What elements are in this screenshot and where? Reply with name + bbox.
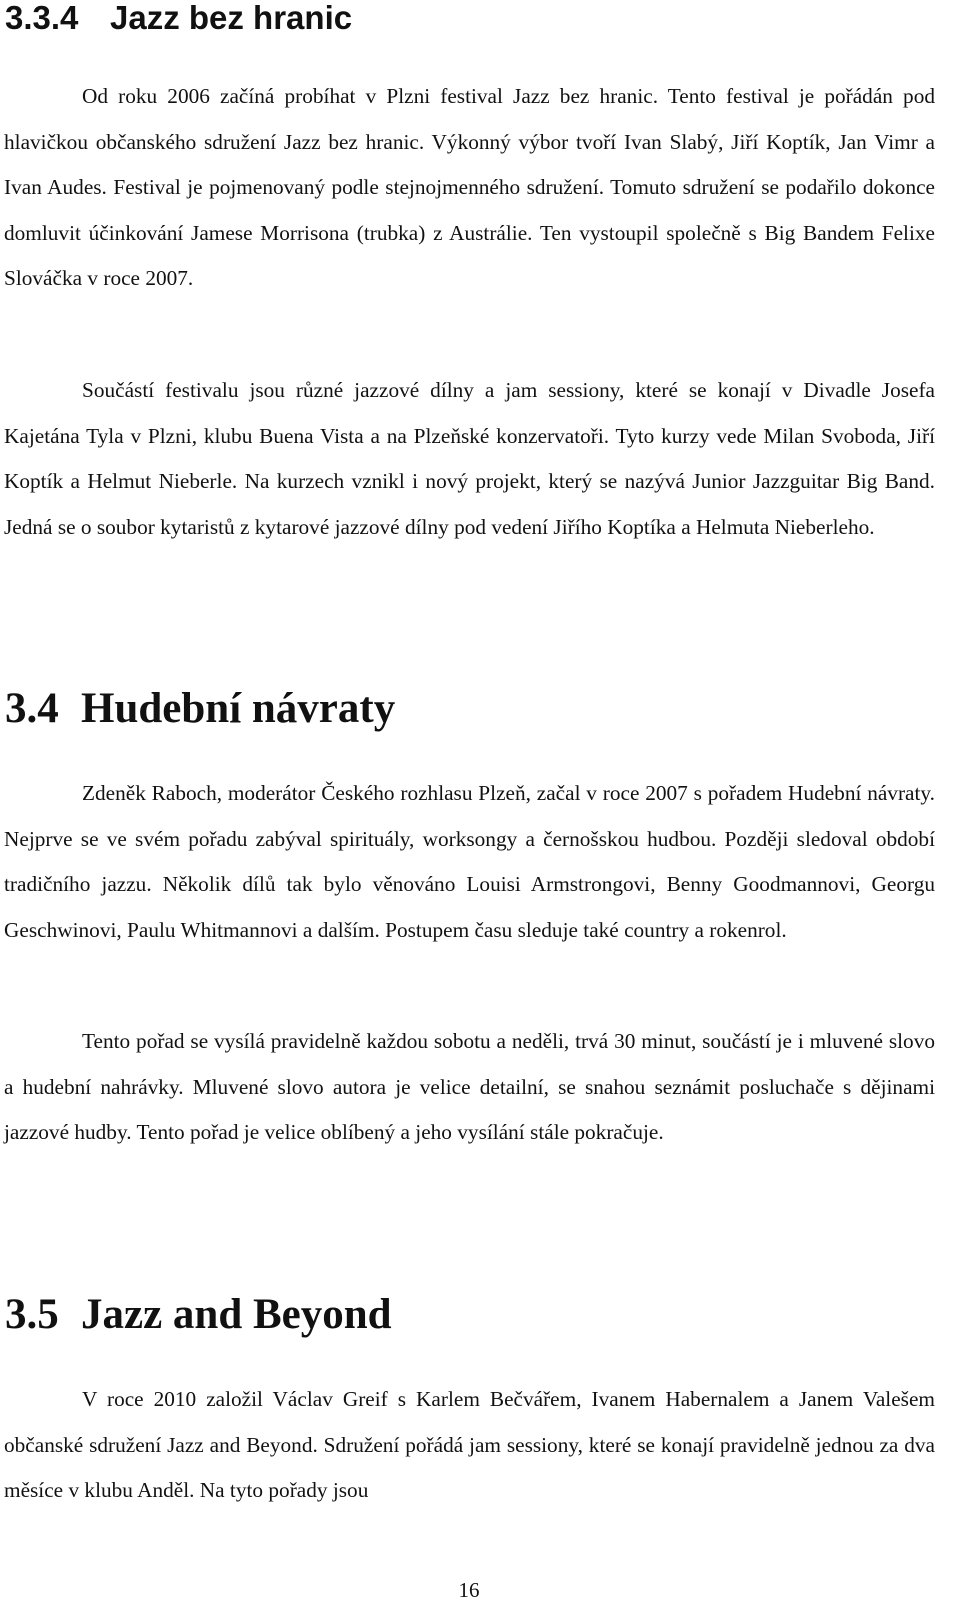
paragraph: V roce 2010 založil Václav Greif s Karlem Bečvářem, Ivanem Habernalem a Janem Valešem občanské sdružení Jazz and Beyond. Sdružení pořádá jam sessiony, které se konají pravidelně jednou za dva měsíce v klubu Anděl. Na tyto pořady jsou — [4, 1387, 935, 1502]
paragraph: Zdeněk Raboch, moderátor Českého rozhlasu Plzeň, začal v roce 2007 s pořadem Hudební návraty. Nejprve se ve svém pořadu zabýval spirituály, worksongy a černošskou hudbou. Později sledoval období tradičního jazzu. Několik dílů tak bylo věnováno Louisi Armstrongovi, Benny Goodmannovi, Georgu Geschwinovi, Paulu Whitmannovi a dalším. Postupem času sleduje také country a rokenrol. — [4, 781, 935, 942]
paragraph: Tento pořad se vysílá pravidelně každou sobotu a neděli, trvá 30 minut, součástí je i mluvené slovo a hudební nahrávky. Mluvené slovo autora je velice detailní, se snahou seznámit posluchače s dějinami jazzové hudby. Tento pořad je velice oblíbený a jeho vysílání stále pokračuje. — [4, 1029, 935, 1144]
section-heading-3-3-4 — [5, 1, 352, 34]
section-heading-3-4 — [5, 687, 395, 730]
section-number: 3.3.4 — [5, 0, 79, 36]
section-number: 3.4 — [5, 685, 59, 732]
section-heading-3-5 — [5, 1293, 392, 1336]
section-title: Jazz and Beyond — [81, 1291, 392, 1338]
page-number: 16 — [458, 1578, 480, 1602]
paragraph: Součástí festivalu jsou různé jazzové dílny a jam sessiony, které se konají v Divadle Josefa Kajetána Tyla v Plzni, klubu Buena Vista a na Plzeňské konzervatoři. Tyto kurzy vede Milan Svoboda, Jiří Koptík a Helmut Nieberle. Na kurzech vznikl i nový projekt, který se nazývá Junior Jazzguitar Big Band. Jedná se o soubor kytaristů z kytarové jazzové dílny pod vedení Jiřího Koptíka a Helmuta Nieberleho. — [4, 378, 935, 539]
section-number: 3.5 — [5, 1291, 59, 1338]
section-title: Jazz bez hranic — [110, 0, 353, 36]
paragraph: Od roku 2006 začíná probíhat v Plzni festival Jazz bez hranic. Tento festival je pořádán pod hlavičkou občanského sdružení Jazz bez hranic. Výkonný výbor tvoří Ivan Slabý, Jiří Koptík, Jan Vimr a Ivan Audes. Festival je pojmenovaný podle stejnojmenného sdružení. Tomuto sdružení se podařilo dokonce domluvit účinkování Jamese Morrisona (trubka) z Austrálie. Ten vystoupil společně s Big Bandem Felixe Slováčka v roce 2007. — [4, 84, 935, 290]
section-title: Hudební návraty — [81, 685, 396, 732]
